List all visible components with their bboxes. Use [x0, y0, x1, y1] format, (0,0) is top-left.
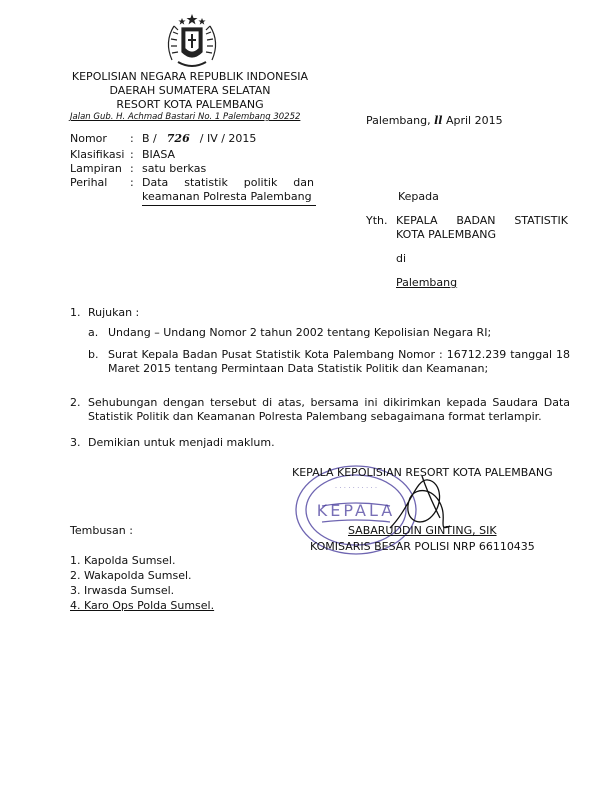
item-b-line1: Surat Kepala Badan Pusat Statistik Kota Palembang Nomor : 16712.239 tanggal 18	[108, 348, 570, 361]
item-b-line2: Maret 2015 tentang Permintaan Data Statistik Politik dan Keamanan;	[108, 362, 489, 375]
item-2-line2: Statistik Politik dan Keamanan Polresta Palembang sebagaimana format terlampir.	[88, 410, 542, 423]
lampiran-label: Lampiran	[70, 162, 122, 175]
item-3-text: Demikian untuk menjadi maklum.	[88, 436, 275, 449]
meta-lampiran	[70, 162, 206, 176]
lampiran-value: satu berkas	[142, 162, 207, 175]
recipient-word1: KEPALA	[396, 214, 438, 227]
colon: :	[130, 162, 134, 175]
colon: :	[130, 132, 134, 145]
place-date	[366, 114, 503, 127]
org-name-line1: KEPOLISIAN NEGARA REPUBLIK INDONESIA	[71, 70, 309, 83]
colon: :	[130, 148, 134, 161]
item-3-number: 3.	[70, 436, 81, 449]
meta-perihal	[70, 176, 142, 190]
yth-label: Yth.	[366, 214, 388, 227]
recipient-di: di	[396, 252, 407, 265]
recipient-line1	[396, 214, 568, 227]
recipient-city: Palembang	[396, 276, 458, 289]
klasifikasi-value: BIASA	[142, 148, 176, 161]
org-name-line3: RESORT KOTA PALEMBANG	[116, 98, 264, 111]
nomor-number: 726	[166, 132, 190, 145]
place-date-suffix: April 2015	[445, 114, 503, 127]
recipient-word2: BADAN	[456, 214, 496, 227]
recipient-word3: STATISTIK	[514, 214, 568, 227]
signatory-name: SABARUDDIN GINTING, SIK	[348, 524, 497, 537]
colon: :	[130, 176, 134, 189]
rujukan-label: Rujukan :	[88, 306, 140, 319]
svg-text:KEPALA: KEPALA	[316, 501, 396, 520]
tembusan-item: 1. Kapolda Sumsel.	[70, 554, 176, 567]
meta-nomor	[70, 132, 256, 146]
place-date-day: ll	[434, 114, 443, 127]
tembusan-item: 3. Irwasda Sumsel.	[70, 584, 175, 597]
nomor-prefix: B /	[142, 132, 157, 145]
perihal-line2: keamanan Polresta Palembang	[142, 190, 316, 206]
police-emblem-icon	[160, 12, 224, 72]
recipient-line2: KOTA PALEMBANG	[396, 228, 497, 241]
meta-klasifikasi	[70, 148, 175, 162]
klasifikasi-label: Klasifikasi	[70, 148, 125, 161]
svg-text:· · · · · · · · · ·: · · · · · · · · · ·	[334, 484, 378, 492]
item-1-number: 1.	[70, 306, 81, 319]
nomor-label: Nomor	[70, 132, 107, 145]
item-a-label: a.	[88, 326, 99, 339]
place-date-prefix: Palembang,	[366, 114, 431, 127]
signatory-rank: KOMISARIS BESAR POLISI NRP 66110435	[310, 540, 535, 553]
org-address: Jalan Gub. H. Achmad Bastari No. 1 Palembang 30252	[70, 112, 301, 122]
kepada-label: Kepada	[398, 190, 439, 203]
tembusan-label: Tembusan :	[70, 524, 133, 537]
perihal-line1: Data statistik politik dan	[142, 176, 314, 189]
tembusan-item: 2. Wakapolda Sumsel.	[70, 569, 192, 582]
item-2-line1: Sehubungan dengan tersebut di atas, bersama ini dikirimkan kepada Saudara Data	[88, 396, 570, 409]
org-name-line2: DAERAH SUMATERA SELATAN	[109, 84, 271, 97]
item-2-number: 2.	[70, 396, 81, 409]
perihal-label: Perihal	[70, 176, 108, 189]
item-a-text: Undang – Undang Nomor 2 tahun 2002 tentang Kepolisian Negara RI;	[108, 326, 492, 339]
nomor-suffix: / IV / 2015	[199, 132, 257, 145]
tembusan-item: 4. Karo Ops Polda Sumsel.	[70, 599, 215, 612]
signatory-title: KEPALA KEPOLISIAN RESORT KOTA PALEMBANG	[292, 466, 553, 479]
item-b-label: b.	[88, 348, 99, 361]
